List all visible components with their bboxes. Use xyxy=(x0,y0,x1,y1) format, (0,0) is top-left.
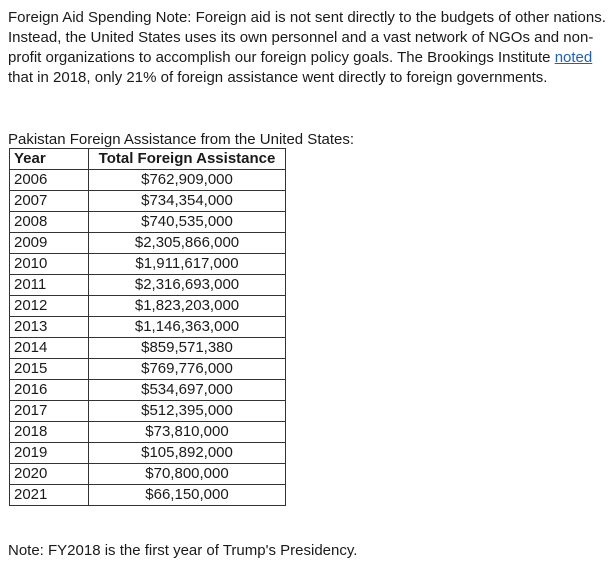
table-row xyxy=(10,254,286,275)
cell-year: 2020 xyxy=(10,464,89,485)
cell-value: $859,571,380 xyxy=(89,338,286,359)
cell-value: $740,535,000 xyxy=(89,212,286,233)
cell-year: 2013 xyxy=(10,317,89,338)
cell-year: 2016 xyxy=(10,380,89,401)
cell-value: $73,810,000 xyxy=(89,422,286,443)
table-row xyxy=(10,296,286,317)
table-row xyxy=(10,338,286,359)
table-row xyxy=(10,464,286,485)
table-row xyxy=(10,170,286,191)
cell-year: 2021 xyxy=(10,485,89,506)
table-row xyxy=(10,275,286,296)
table-row xyxy=(10,443,286,464)
cell-year: 2015 xyxy=(10,359,89,380)
table-row xyxy=(10,191,286,212)
cell-value: $70,800,000 xyxy=(89,464,286,485)
footnote: Note: FY2018 is the first year of Trump's Presidency. xyxy=(8,542,358,559)
cell-value: $734,354,000 xyxy=(89,191,286,212)
cell-year: 2012 xyxy=(10,296,89,317)
table-header-row xyxy=(10,149,286,170)
cell-year: 2019 xyxy=(10,443,89,464)
table-row xyxy=(10,212,286,233)
header-year: Year xyxy=(10,149,89,170)
cell-value: $1,823,203,000 xyxy=(89,296,286,317)
table-row xyxy=(10,359,286,380)
cell-year: 2018 xyxy=(10,422,89,443)
cell-value: $1,146,363,000 xyxy=(89,317,286,338)
assistance-table xyxy=(9,148,286,506)
cell-value: $2,305,866,000 xyxy=(89,233,286,254)
table-row xyxy=(10,422,286,443)
cell-year: 2007 xyxy=(10,191,89,212)
header-total: Total Foreign Assistance xyxy=(89,149,286,170)
cell-value: $534,697,000 xyxy=(89,380,286,401)
cell-value: $2,316,693,000 xyxy=(89,275,286,296)
table-row xyxy=(10,233,286,254)
cell-value: $66,150,000 xyxy=(89,485,286,506)
cell-value: $762,909,000 xyxy=(89,170,286,191)
cell-year: 2010 xyxy=(10,254,89,275)
table-row xyxy=(10,401,286,422)
table-row xyxy=(10,485,286,506)
cell-value: $105,892,000 xyxy=(89,443,286,464)
cell-year: 2011 xyxy=(10,275,89,296)
noted-link[interactable]: noted xyxy=(554,49,593,66)
cell-year: 2006 xyxy=(10,170,89,191)
cell-value: $1,911,617,000 xyxy=(89,254,286,275)
cell-year: 2009 xyxy=(10,233,89,254)
table-caption: Pakistan Foreign Assistance from the United States: xyxy=(8,131,355,148)
table-row xyxy=(10,317,286,338)
cell-year: 2008 xyxy=(10,212,89,233)
cell-year: 2014 xyxy=(10,338,89,359)
cell-year: 2017 xyxy=(10,401,89,422)
intro-paragraph: Foreign Aid Spending Note: Foreign aid is not sent directly to the budgets of other nations. Instead, the United States uses its own personnel and a vast network of NGOs and non-profit organizations to accomplish our foreign policy goals. The Brookings Institute noted that in 2018, only 21% of foreign assistance went directly to foreign governments. xyxy=(8,9,606,86)
cell-value: $512,395,000 xyxy=(89,401,286,422)
cell-value: $769,776,000 xyxy=(89,359,286,380)
table-row xyxy=(10,380,286,401)
